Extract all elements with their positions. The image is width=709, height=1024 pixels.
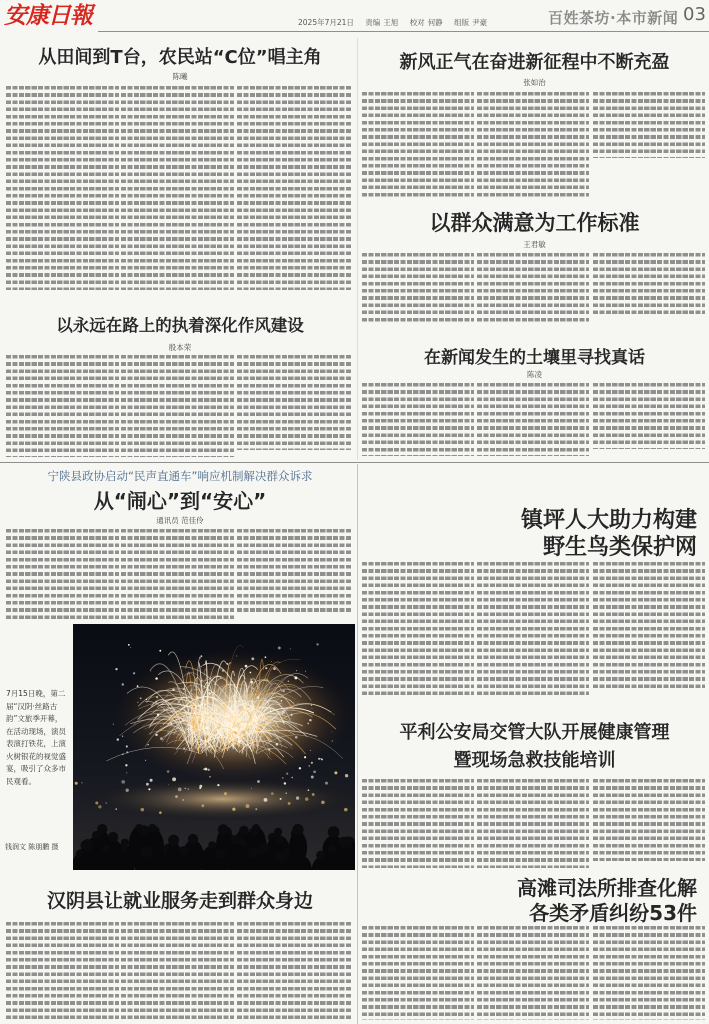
light-dot xyxy=(75,782,78,785)
person-head xyxy=(216,850,226,860)
proofreader-label: 校对 xyxy=(409,18,425,27)
spark-dot xyxy=(236,655,237,656)
spark-dot xyxy=(294,676,297,679)
spark-dot xyxy=(188,709,190,711)
spark-dot xyxy=(197,696,199,698)
body-text-column xyxy=(6,86,119,290)
spark-dot xyxy=(188,788,189,789)
spark-dot xyxy=(256,723,258,725)
light-dot xyxy=(288,802,291,805)
person-head xyxy=(102,844,110,852)
light-dot xyxy=(282,777,284,779)
spark-dot xyxy=(145,760,146,761)
spark-dot xyxy=(311,708,312,709)
spark-dot xyxy=(278,646,281,649)
spark-dot xyxy=(126,745,128,747)
spark-dot xyxy=(310,734,311,735)
spark-dot xyxy=(311,776,314,779)
body-text-column xyxy=(6,355,119,457)
page-credits xyxy=(298,17,490,28)
person-head xyxy=(328,845,337,854)
section-title: 百姓茶坊·本市新闻 xyxy=(548,9,679,27)
spark-dot xyxy=(203,768,205,770)
person-head xyxy=(328,826,340,838)
body-text-column xyxy=(593,779,705,861)
light-dot xyxy=(204,768,207,771)
body-text-column xyxy=(477,92,589,200)
spark-dot xyxy=(311,762,313,764)
person-head xyxy=(92,831,101,840)
spark-dot xyxy=(238,698,239,699)
spark-dot xyxy=(137,702,138,703)
spark-dot xyxy=(316,643,318,645)
body-text-column xyxy=(6,529,119,621)
person-head xyxy=(274,828,282,836)
article-author: 张如治 xyxy=(523,78,546,87)
spark-dot xyxy=(155,734,158,737)
spark-dot xyxy=(250,672,252,674)
spark-dot xyxy=(208,692,211,695)
ground-reflection xyxy=(83,777,355,821)
spark-dot xyxy=(200,703,203,706)
body-text-column xyxy=(6,922,119,1020)
person-head xyxy=(276,851,288,863)
spark-dot xyxy=(227,663,229,665)
light-dot xyxy=(159,811,162,814)
spark-dot xyxy=(253,688,254,689)
spark-dot xyxy=(304,756,306,758)
article-title: 以群众满意为工作标准 xyxy=(429,211,640,235)
column-divider xyxy=(357,464,358,1024)
spark-dot xyxy=(238,740,241,743)
body-text-column xyxy=(477,383,589,456)
spark-dot xyxy=(172,689,174,691)
spark-dot xyxy=(113,724,114,725)
light-dot xyxy=(95,802,98,805)
article-title: 从“闹心”到“安心” xyxy=(93,489,267,513)
spark-dot xyxy=(320,758,321,759)
spark-dot xyxy=(241,688,242,689)
spark-dot xyxy=(296,670,297,671)
body-text-column xyxy=(237,922,352,1020)
article-kicker: 宁陕县政协启动“民声直通车”响应机制解决群众诉求 xyxy=(47,469,313,483)
spark-dot xyxy=(191,717,192,718)
light-dot xyxy=(232,808,235,811)
spark-dot xyxy=(307,723,309,725)
spark-dot xyxy=(201,680,203,682)
spark-dot xyxy=(117,738,119,740)
spark-dot xyxy=(291,777,292,778)
person-head xyxy=(188,834,198,844)
photo-credit: 钱润文 陈朋鹏 摄 xyxy=(5,843,59,851)
spark-dot xyxy=(233,745,235,747)
light-dot xyxy=(280,798,282,800)
spark-dot xyxy=(311,705,312,706)
person-head xyxy=(208,841,216,849)
body-text-column xyxy=(593,926,705,1020)
person-head xyxy=(257,843,268,854)
article-title-line: 高滩司法所排查化解 xyxy=(517,876,697,900)
body-text-column xyxy=(362,92,474,200)
editor-name: 王旭 xyxy=(383,18,399,27)
spark-dot xyxy=(208,746,211,749)
light-dot xyxy=(126,789,129,792)
spark-dot xyxy=(290,648,291,649)
spark-dot xyxy=(295,736,298,739)
spark-dot xyxy=(318,758,320,760)
article-title-line: 镇坪人大助力构建 xyxy=(520,508,697,533)
body-text-column xyxy=(237,86,352,290)
body-text-column xyxy=(477,926,589,1020)
light-dot xyxy=(345,774,348,777)
article-author: 陈曦 xyxy=(172,72,188,81)
light-dot xyxy=(296,796,299,799)
article-title: 新风正气在奋进新征程中不断充盈 xyxy=(399,52,670,73)
spark-dot xyxy=(257,780,260,783)
person-head xyxy=(148,824,156,832)
spark-dot xyxy=(222,669,225,672)
article-title: 以永远在路上的执着深化作风建设 xyxy=(56,316,304,335)
spark-dot xyxy=(271,661,272,662)
spark-dot xyxy=(211,741,212,742)
spark-dot xyxy=(305,671,306,672)
light-dot xyxy=(98,805,101,808)
light-dot xyxy=(167,770,170,773)
light-dot xyxy=(209,776,211,778)
spark-dot xyxy=(126,751,128,753)
photo-caption: 7月15日晚，第二届“汉阴·丝路古韵”文旅季开幕，在活动现场，演员表演打铁花，上演火树银花的视觉盛宴，吸引了众多市民观看。 xyxy=(6,689,66,786)
spark-dot xyxy=(157,714,159,716)
light-dot xyxy=(344,808,348,812)
spark-dot xyxy=(146,699,147,700)
light-dot xyxy=(121,780,125,784)
light-dot xyxy=(255,808,257,810)
spark-dot xyxy=(268,749,270,751)
body-text-column xyxy=(121,355,234,457)
section-divider xyxy=(0,462,709,463)
light-dot xyxy=(264,798,268,802)
spark-dot xyxy=(205,727,208,730)
article-author: 王君敏 xyxy=(523,240,546,249)
article-title: 在新闻发生的土壤里寻找真话 xyxy=(424,348,645,368)
light-dot xyxy=(201,804,204,807)
light-dot xyxy=(81,782,82,783)
spark-dot xyxy=(170,722,172,724)
spark-dot xyxy=(168,784,169,785)
body-text-column xyxy=(362,253,474,325)
spark-dot xyxy=(159,650,161,652)
layout-label: 组版 xyxy=(454,18,470,27)
spark-dot xyxy=(156,701,158,703)
spark-dot xyxy=(201,655,203,657)
spark-dot xyxy=(160,737,163,740)
light-dot xyxy=(321,801,324,804)
spark-dot xyxy=(191,695,192,696)
spark-dot xyxy=(220,734,222,736)
person-head xyxy=(231,835,240,844)
body-text-column xyxy=(362,779,474,868)
spark-dot xyxy=(286,793,287,794)
news-photo xyxy=(73,624,355,870)
body-text-column xyxy=(477,779,589,868)
person-head xyxy=(292,824,303,835)
light-dot xyxy=(305,797,308,800)
article-title-line: 平利公安局交管大队开展健康管理 xyxy=(399,722,670,743)
spark-dot xyxy=(122,736,123,737)
spark-dot xyxy=(310,750,311,751)
light-dot xyxy=(175,795,178,798)
body-text-column xyxy=(593,383,705,449)
spark-dot xyxy=(217,784,219,786)
spark-dot xyxy=(245,697,246,698)
column-divider xyxy=(357,38,358,460)
light-dot xyxy=(325,782,328,785)
body-text-column xyxy=(362,383,474,456)
light-dot xyxy=(182,799,184,801)
spark-dot xyxy=(214,684,215,685)
body-text-column xyxy=(593,92,705,158)
spark-dot xyxy=(146,783,149,786)
spark-dot xyxy=(270,711,272,713)
spark-dot xyxy=(257,731,258,732)
spark-dot xyxy=(137,685,139,687)
person-head xyxy=(239,826,249,836)
spark-dot xyxy=(265,656,267,658)
spark-dot xyxy=(122,754,124,756)
light-dot xyxy=(141,808,145,812)
spark-dot xyxy=(183,747,185,749)
spark-dot xyxy=(250,681,253,684)
light-dot xyxy=(286,773,288,775)
article-title: 汉阴县让就业服务走到群众身边 xyxy=(46,890,313,912)
spark-dot xyxy=(282,690,284,692)
light-dot xyxy=(126,772,127,773)
spark-dot xyxy=(130,647,131,648)
spark-dot xyxy=(202,709,203,710)
person-head xyxy=(179,846,188,855)
article-title: 从田间到T台，农民站“C位”唱主角 xyxy=(38,47,322,68)
body-text-column xyxy=(237,355,352,450)
body-text-column xyxy=(593,253,705,318)
spark-dot xyxy=(115,668,117,670)
proofreader-name: 何静 xyxy=(427,18,443,27)
body-text-column xyxy=(121,529,234,621)
masthead-rule xyxy=(98,31,709,32)
person-head xyxy=(168,835,179,846)
person-head xyxy=(316,851,325,860)
body-text-column xyxy=(237,529,352,614)
spark-dot xyxy=(155,677,157,679)
spark-dot xyxy=(183,688,185,690)
article-title-line: 野生鸟类保护网 xyxy=(542,535,697,560)
light-dot xyxy=(224,792,227,795)
article-author: 陈凌 xyxy=(527,370,542,379)
spark-dot xyxy=(309,719,311,721)
article-author: 通讯员 范佳伶 xyxy=(156,516,204,525)
light-dot xyxy=(178,788,182,792)
light-dot xyxy=(308,789,310,791)
page-number: 03 xyxy=(683,4,706,25)
spark-dot xyxy=(281,700,283,702)
article-title-line: 各类矛盾纠纷53件 xyxy=(529,901,697,925)
light-dot xyxy=(115,808,117,810)
spark-dot xyxy=(284,782,286,784)
layout-editor-name: 尹豪 xyxy=(472,18,488,27)
spark-dot xyxy=(313,770,316,773)
spark-dot xyxy=(201,666,202,667)
photo-iron-fireworks xyxy=(73,624,355,870)
person-head xyxy=(108,832,118,842)
spark-dot xyxy=(290,727,291,728)
body-text-column xyxy=(121,86,234,290)
spark-dot xyxy=(256,696,259,699)
spark-dot xyxy=(122,683,124,685)
light-dot xyxy=(271,792,274,795)
body-text-column xyxy=(477,253,589,325)
person-body xyxy=(289,831,307,864)
spark-dot xyxy=(150,779,153,782)
spark-dot xyxy=(231,728,234,731)
body-text-column xyxy=(593,562,705,688)
body-text-column xyxy=(362,926,474,1020)
spark-dot xyxy=(251,788,252,789)
spark-dot xyxy=(288,681,289,682)
spark-dot xyxy=(188,724,190,726)
spark-dot xyxy=(185,788,186,789)
spark-dot xyxy=(332,732,333,733)
person-head xyxy=(218,824,229,835)
spark-dot xyxy=(234,728,237,731)
spark-dot xyxy=(208,769,210,771)
editor-label: 责编 xyxy=(365,18,381,27)
spark-dot xyxy=(156,696,158,698)
spark-dot xyxy=(299,767,301,769)
spark-dot xyxy=(173,710,174,711)
light-dot xyxy=(106,802,107,803)
spark-dot xyxy=(148,788,150,790)
spark-dot xyxy=(282,711,285,714)
spark-dot xyxy=(265,667,267,669)
light-dot xyxy=(172,777,176,781)
body-text-column xyxy=(121,922,234,1020)
spark-dot xyxy=(251,657,254,660)
spark-dot xyxy=(199,787,201,789)
spark-dot xyxy=(276,743,279,746)
person-head xyxy=(275,835,283,843)
person-head xyxy=(141,846,153,858)
light-dot xyxy=(312,793,315,796)
spark-dot xyxy=(197,742,198,743)
spark-dot xyxy=(243,708,244,709)
body-text-column xyxy=(362,562,474,695)
spark-dot xyxy=(133,672,135,674)
issue-date: 2025年7月21日 xyxy=(298,18,354,27)
article-title-line: 暨现场急救技能培训 xyxy=(453,750,616,771)
light-dot xyxy=(309,765,310,766)
light-dot xyxy=(334,771,337,774)
article-author: 殷本荣 xyxy=(168,343,192,352)
spark-dot xyxy=(161,726,162,727)
body-text-column xyxy=(477,562,589,695)
spark-dot xyxy=(140,697,142,699)
spark-dot xyxy=(147,744,148,745)
person-head xyxy=(82,839,93,850)
newspaper-logo: 安康日報 xyxy=(4,2,92,29)
spark-dot xyxy=(150,670,151,671)
spark-dot xyxy=(245,665,248,668)
spark-dot xyxy=(273,667,276,670)
spark-dot xyxy=(290,714,292,716)
spark-dot xyxy=(125,764,127,766)
spark-dot xyxy=(332,741,333,742)
spark-dot xyxy=(234,742,236,744)
spark-dot xyxy=(128,644,130,646)
person-head xyxy=(339,837,350,848)
light-dot xyxy=(246,804,250,808)
